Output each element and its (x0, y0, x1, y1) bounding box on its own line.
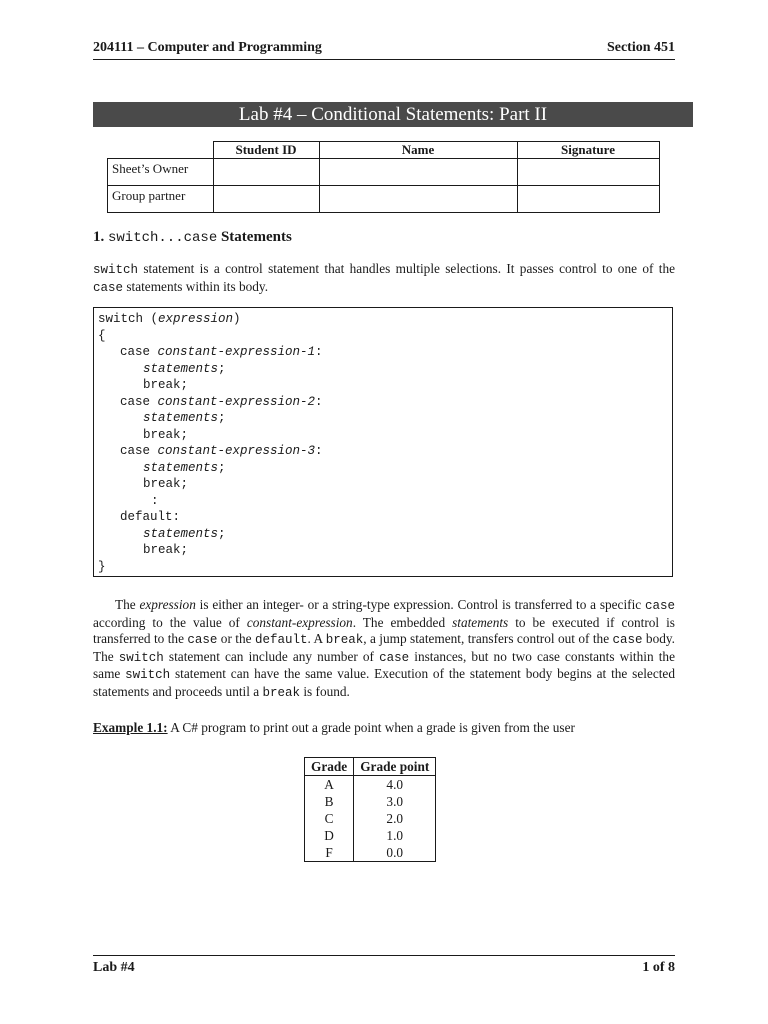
info-header-row (108, 142, 660, 159)
example-text: A C# program to print out a grade point when a grade is given from the user (167, 720, 575, 735)
course-title: 204111 – Computer and Programming (93, 40, 322, 55)
lab-title-bar (93, 102, 693, 127)
owner-name-cell[interactable] (319, 159, 517, 186)
partner-name-cell[interactable] (319, 186, 517, 213)
owner-signature-cell[interactable] (517, 159, 659, 186)
code-line: statements; (143, 526, 226, 541)
col-name: Name (319, 142, 517, 159)
partner-signature-cell[interactable] (517, 186, 659, 213)
grade-cell: C (305, 810, 354, 827)
grade-cell: F (305, 844, 354, 862)
col-grade-point: Grade point (354, 758, 436, 776)
table-row (305, 844, 436, 862)
partner-student-id-cell[interactable] (213, 186, 319, 213)
code-switch: switch (93, 263, 139, 277)
section-keyword: switch...case (108, 230, 218, 246)
grade-cell: D (305, 827, 354, 844)
page-number: 1 of 8 (642, 960, 675, 975)
info-row-owner (108, 159, 660, 186)
info-row-partner (108, 186, 660, 213)
example-label: Example 1.1: (93, 720, 168, 735)
table-row (305, 793, 436, 810)
student-info-table (107, 141, 660, 213)
code-line: case constant-expression-3: (120, 444, 323, 458)
code-line: break; (143, 477, 189, 491)
grade-point-cell: 3.0 (354, 793, 436, 810)
code-line: statements; (143, 411, 226, 425)
footer-lab: Lab #4 (93, 960, 135, 975)
grade-point-cell: 0.0 (354, 844, 436, 862)
explanation-paragraph: The expression is either an integer- or a string-type expression. Control is transferred to a specific case according to the value of constant-expression. The embedded statements to be executed if control is transferred to the case or the default. A break, a jump statement, transfers control out of the case body. The switch statement can include any number of case instances, but no two case constants within the same switch statement can have the same value. Execution of the statement body begins at the selected statements and proceeds until a break is found. (93, 597, 675, 700)
section-number-label: 1. (93, 229, 105, 245)
table-row (305, 827, 436, 844)
code-line: break; (143, 543, 189, 557)
grade-cell: A (305, 776, 354, 794)
table-row (305, 810, 436, 827)
grade-header-row (305, 758, 436, 776)
example-heading (93, 720, 575, 736)
code-line: default: (120, 510, 181, 524)
info-corner-cell (108, 142, 214, 159)
grade-cell: B (305, 793, 354, 810)
code-ellipsis: : (151, 493, 159, 508)
code-line: switch (expression) (98, 312, 241, 326)
code-line: case constant-expression-1: (120, 345, 323, 359)
switch-syntax-box (93, 307, 673, 577)
intro-paragraph (93, 261, 675, 296)
lab-title: Lab #4 – Conditional Statements: Part II (238, 103, 548, 125)
section-heading (93, 229, 292, 246)
grade-point-cell: 4.0 (354, 776, 436, 794)
owner-student-id-cell[interactable] (213, 159, 319, 186)
intro-text: statement is a control statement that handles multiple selections. It passes control to one of the (138, 261, 675, 276)
col-grade: Grade (305, 758, 354, 776)
page-header (93, 40, 675, 60)
row-label-partner: Group partner (108, 186, 214, 213)
col-student-id: Student ID (213, 142, 319, 159)
code-line: break; (143, 378, 189, 392)
code-line: case constant-expression-2: (120, 394, 323, 409)
code-case: case (93, 280, 124, 295)
grade-point-cell: 1.0 (354, 827, 436, 844)
page-footer (93, 955, 675, 976)
table-row (305, 776, 436, 794)
code-line: statements; (143, 460, 226, 475)
grade-table (304, 757, 436, 862)
code-line: } (98, 559, 106, 574)
section-number: Section 451 (606, 40, 675, 55)
code-line: { (98, 328, 106, 343)
col-signature: Signature (517, 142, 659, 159)
row-label-owner: Sheet’s Owner (108, 159, 214, 186)
intro-text-end: statements within its body. (123, 278, 269, 294)
code-line: statements; (143, 361, 226, 376)
grade-point-cell: 2.0 (354, 810, 436, 827)
section-title: Statements (220, 229, 292, 245)
code-line: break; (143, 427, 189, 442)
